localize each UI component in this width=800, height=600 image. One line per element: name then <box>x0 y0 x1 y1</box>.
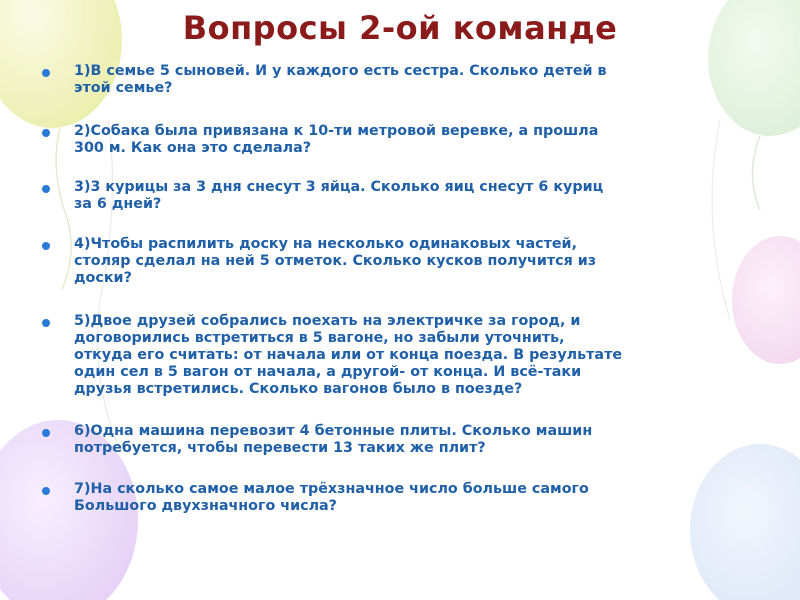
bullet-icon <box>42 242 50 250</box>
question-text: 4)Чтобы распилить доску на несколько одинаковых частей, столяр сделал на ней 5 отметок. Сколько кусков получится из доски? <box>74 236 597 286</box>
question-text: 5)Двое друзей собрались поехать на электричке за город, и договорились встретиться в 5 вагоне, но забыли уточнить, откуда его считать: от начала или от конца поезда. В результате один сел в 5 вагон от начала, а другой- от конца. И всё-таки друзья встретились. Сколько вагонов было в поезде? <box>74 313 623 397</box>
bullet-icon <box>42 129 50 137</box>
question-text: 6)Одна машина перевозит 4 бетонные плиты. Сколько машин потребуется, чтобы перевести 13 таких же плит? <box>74 423 593 456</box>
bullet-icon <box>42 69 50 77</box>
bullet-icon <box>42 319 50 327</box>
bullet-icon <box>42 487 50 495</box>
bullet-icon <box>42 185 50 193</box>
question-text: 1)В семье 5 сыновей. И у каждого есть сестра. Сколько детей в этой семье? <box>74 63 607 96</box>
bullet-icon <box>42 429 50 437</box>
question-text: 2)Собака была привязана к 10-ти метровой веревке, а прошла 300 м. Как она это сделала? <box>74 123 599 156</box>
question-text: 3)3 курицы за 3 дня снесут 3 яйца. Сколько яиц снесут 6 куриц за 6 дней? <box>74 179 604 212</box>
question-text: 7)На сколько самое малое трёхзначное число больше самого Большого двухзначного числа? <box>74 481 589 514</box>
slide-title: Вопросы 2-ой команде <box>182 9 618 47</box>
